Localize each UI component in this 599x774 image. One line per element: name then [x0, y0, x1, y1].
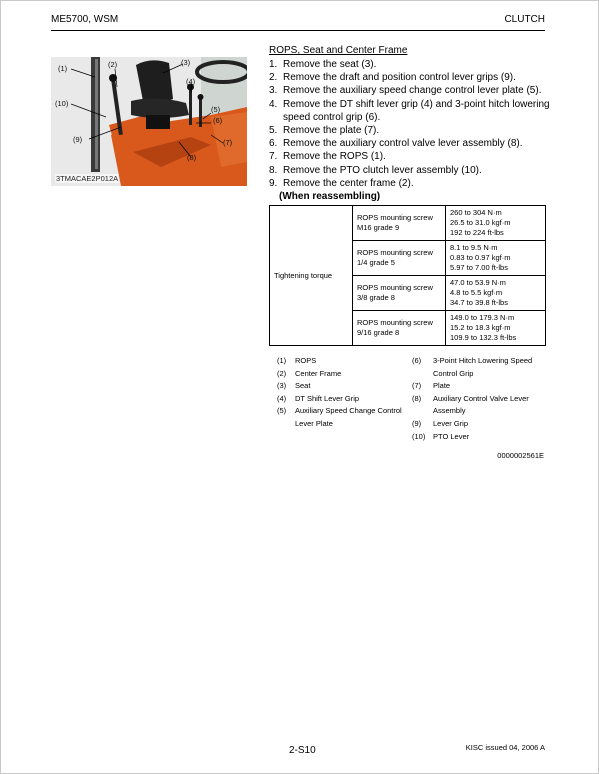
- callout-1: (1): [58, 64, 68, 73]
- step: [269, 98, 559, 124]
- step-number: 6.: [269, 138, 278, 150]
- callout-2: (2): [108, 60, 118, 69]
- step: [269, 177, 559, 190]
- step: [269, 84, 559, 97]
- legend-item: [277, 368, 407, 381]
- legend-text: Plate: [433, 381, 451, 391]
- torque-ftlbs: 109.9 to 132.3 ft-lbs: [450, 333, 517, 342]
- callout-9: (9): [73, 135, 83, 144]
- torque-kgfm: 15.2 to 18.3 kgf·m: [450, 323, 511, 332]
- torque-kgfm: 0.83 to 0.97 kgf·m: [450, 253, 511, 262]
- legend-number: (9): [412, 418, 422, 428]
- step-number: 7.: [269, 151, 278, 163]
- header-chapter: CLUTCH: [504, 14, 545, 25]
- legend-text: ROPS: [295, 356, 317, 365]
- torque-nm: 260 to 304 N·m: [450, 208, 502, 217]
- screw-cell: [353, 241, 446, 276]
- torque-table: [269, 205, 546, 346]
- step-text: Remove the ROPS (1).: [283, 151, 386, 163]
- legend-number: (7): [412, 381, 422, 391]
- screw-name: ROPS mounting screw: [357, 213, 433, 222]
- legend-text: DT Shift Lever Grip: [295, 393, 360, 403]
- figure-id: 3TMACAE2P012A: [56, 174, 119, 183]
- step-number: 9.: [269, 177, 278, 189]
- table-row: [270, 206, 546, 241]
- torque-nm: 47.0 to 53.9 N·m: [450, 278, 506, 287]
- step-text: Remove the plate (7).: [283, 125, 380, 137]
- legend-text: Lever Grip: [433, 418, 469, 428]
- screw-cell: [353, 276, 446, 311]
- legend-number: (2): [277, 368, 287, 378]
- legend-text: Auxiliary Control Valve Lever Assembly: [433, 393, 529, 416]
- callout-7: (7): [223, 138, 233, 147]
- tractor-seat-photo: [51, 57, 247, 186]
- legend-item: [277, 355, 407, 368]
- legend-number: (8): [412, 393, 422, 403]
- torque-values: [446, 276, 546, 311]
- step: [269, 124, 559, 137]
- torque-kgfm: 26.5 to 31.0 kgf·m: [450, 218, 511, 227]
- step: [269, 58, 559, 71]
- procedure-steps: [269, 58, 559, 190]
- legend-column-2: [412, 355, 552, 443]
- legend-item: [277, 405, 407, 430]
- step-text: Remove the seat (3).: [283, 59, 377, 70]
- document-code: 0000002561E: [497, 451, 544, 460]
- legend-text: PTO Lever: [433, 431, 470, 441]
- section-title: ROPS, Seat and Center Frame: [269, 45, 408, 56]
- screw-grade: 9/16 grade 8: [357, 328, 400, 337]
- torque-values: [446, 241, 546, 276]
- legend-text: Auxiliary Speed Change Control Lever Plate: [295, 406, 402, 428]
- legend-text: Center Frame: [295, 368, 342, 378]
- step-text: Remove the center frame (2).: [283, 177, 414, 189]
- step-text: Remove the draft and position control lever grips (9).: [283, 72, 516, 84]
- torque-values: [446, 311, 546, 346]
- legend-text: 3-Point Hitch Lowering Speed Control Grip: [433, 356, 533, 378]
- screw-grade: 1/4 grade 5: [357, 258, 395, 267]
- legend-number: (4): [277, 393, 287, 403]
- step-text: Remove the auxiliary speed change control lever plate (5).: [283, 85, 542, 97]
- issue-note: KISC issued 04, 2006 A: [465, 743, 545, 752]
- callout-5: (5): [211, 105, 221, 114]
- header-model: ME5700, WSM: [51, 14, 119, 25]
- step-number: 1.: [269, 59, 278, 70]
- step-number: 8.: [269, 164, 278, 176]
- step: [269, 150, 559, 163]
- reassembling-heading: (When reassembling): [279, 191, 381, 202]
- callout-6: (6): [213, 116, 223, 125]
- torque-nm: 149.0 to 179.3 N·m: [450, 313, 515, 322]
- step: [269, 164, 559, 177]
- step-text: Remove the PTO clutch lever assembly (10).: [283, 164, 482, 176]
- screw-name: ROPS mounting screw: [357, 318, 433, 327]
- step-number: 5.: [269, 125, 278, 137]
- legend-item: [412, 393, 552, 418]
- screw-name: ROPS mounting screw: [357, 248, 433, 257]
- legend-number: (5): [277, 406, 287, 416]
- torque-ftlbs: 34.7 to 39.8 ft-lbs: [450, 298, 508, 307]
- step-number: 2.: [269, 72, 278, 84]
- torque-ftlbs: 192 to 224 ft-lbs: [450, 228, 504, 237]
- page-number: 2-S10: [289, 745, 316, 756]
- callout-4: (4): [186, 77, 196, 86]
- screw-grade: M16 grade 9: [357, 223, 400, 232]
- screw-cell: [353, 206, 446, 241]
- tightening-torque-label: Tightening torque: [270, 206, 353, 346]
- header-rule: [51, 30, 545, 31]
- step-text: Remove the DT shift lever grip (4) and 3-point hitch lowering speed control grip (6).: [283, 98, 550, 123]
- legend-item: [412, 431, 552, 444]
- torque-nm: 8.1 to 9.5 N·m: [450, 243, 498, 252]
- screw-grade: 3/8 grade 8: [357, 293, 395, 302]
- legend-item: [277, 380, 407, 393]
- screw-cell: [353, 311, 446, 346]
- callout-3: (3): [181, 58, 191, 67]
- callout-10: (10): [55, 99, 69, 108]
- legend-column-1: [277, 355, 407, 431]
- screw-name: ROPS mounting screw: [357, 283, 433, 292]
- legend-text: Seat: [295, 381, 311, 391]
- step-text: Remove the auxiliary control valve lever assembly (8).: [283, 138, 523, 150]
- legend-number: (3): [277, 381, 287, 391]
- legend-number: (10): [412, 431, 426, 441]
- callout-8: (8): [187, 153, 197, 162]
- torque-values: [446, 206, 546, 241]
- legend-number: (1): [277, 356, 287, 365]
- legend-item: [412, 355, 552, 380]
- legend-number: (6): [412, 356, 422, 365]
- torque-kgfm: 4.8 to 5.5 kgf·m: [450, 288, 503, 297]
- legend-item: [412, 418, 552, 431]
- step-number: 3.: [269, 85, 278, 97]
- step-number: 4.: [269, 98, 278, 110]
- legend-item: [412, 380, 552, 393]
- torque-ftlbs: 5.97 to 7.00 ft-lbs: [450, 263, 508, 272]
- legend-item: [277, 393, 407, 406]
- step: [269, 137, 559, 150]
- step: [269, 71, 559, 84]
